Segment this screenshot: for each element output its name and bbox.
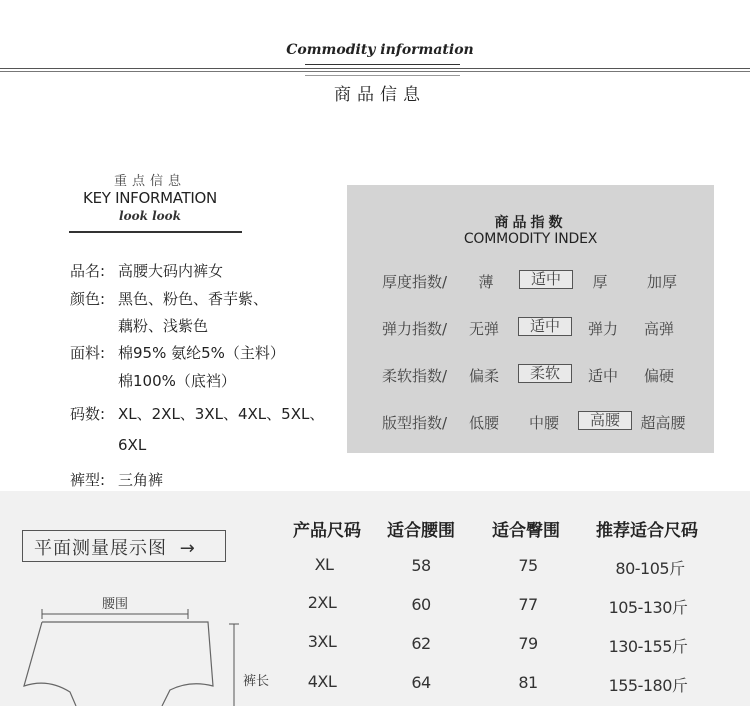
- table-cell: 130-155斤: [608, 637, 688, 656]
- measurement-title-text: 平面测量展示图: [34, 538, 167, 559]
- index-option-selected: 适中: [519, 270, 573, 289]
- info-row-size-cont: [118, 436, 146, 454]
- garment-diagram: [0, 600, 250, 706]
- info-label: 品名:: [70, 262, 106, 280]
- info-value: 6XL: [118, 436, 147, 454]
- index-label-elasticity: 弹力指数/: [382, 320, 448, 338]
- waist-label: 腰围: [102, 597, 129, 612]
- index-option: 偏硬: [643, 367, 674, 385]
- info-label: 码数:: [70, 405, 106, 423]
- info-label: 面料:: [70, 344, 106, 362]
- table-cell: 77: [518, 595, 538, 614]
- info-row-style: [70, 469, 163, 490]
- briefs-outline: [24, 622, 213, 706]
- measurement-title: [34, 534, 196, 560]
- table-cell: 80-105斤: [615, 559, 685, 578]
- arrow-right-icon: →: [179, 538, 196, 559]
- index-label-fit: 版型指数/: [382, 414, 448, 432]
- info-value: 藕粉、浅紫色: [118, 317, 209, 335]
- table-header: 产品尺码: [293, 521, 361, 541]
- info-label: 颜色:: [70, 290, 106, 308]
- index-option: 无弹: [468, 320, 499, 338]
- key-info-subtitle: look look: [119, 209, 181, 223]
- info-label: 裤型:: [70, 471, 106, 489]
- table-cell: 81: [518, 673, 538, 692]
- info-row-color-cont: [118, 315, 208, 336]
- index-option: 厚: [592, 273, 608, 291]
- commodity-index-title-cn: 商品指数: [494, 215, 567, 231]
- info-value: 黑色、粉色、香芋紫、: [118, 290, 269, 308]
- info-row-size: [70, 403, 324, 424]
- index-label-thickness: 厚度指数/: [382, 273, 448, 291]
- table-header: 适合臀围: [492, 521, 560, 541]
- cursive-title: Commodity information: [286, 42, 474, 58]
- header-title-underline: [305, 64, 460, 65]
- index-option: 中腰: [528, 414, 559, 432]
- info-value: 三角裤: [118, 471, 164, 489]
- index-option: 偏柔: [468, 367, 499, 385]
- index-option-selected: 高腰: [578, 411, 632, 430]
- table-cell: 62: [411, 634, 431, 653]
- header-divider-top: [0, 68, 750, 69]
- table-cell: 2XL: [307, 593, 337, 612]
- info-row-name: [70, 260, 223, 281]
- table-cell: 105-130斤: [608, 598, 688, 617]
- index-option: 薄: [478, 273, 494, 291]
- index-option: 高弹: [643, 320, 674, 338]
- info-value: 棉100%（底裆）: [118, 372, 236, 390]
- key-info-divider: [69, 231, 242, 233]
- index-option: 超高腰: [640, 414, 686, 432]
- info-row-color: [70, 288, 268, 309]
- index-label-softness: 柔软指数/: [382, 367, 448, 385]
- table-cell: 4XL: [307, 672, 337, 691]
- header-title-underline-lower: [305, 75, 460, 76]
- table-cell: 3XL: [307, 632, 337, 651]
- info-row-fabric: [70, 342, 285, 363]
- table-cell: 79: [518, 634, 538, 653]
- page-title: 商品信息: [334, 85, 426, 105]
- table-cell: 60: [411, 595, 431, 614]
- info-value: XL、2XL、3XL、4XL、5XL、: [118, 405, 325, 423]
- index-option: 弹力: [587, 320, 618, 338]
- table-cell: 64: [411, 673, 431, 692]
- index-option-selected: 适中: [518, 317, 572, 336]
- table-cell: 75: [518, 556, 538, 575]
- table-cell: 155-180斤: [608, 676, 688, 695]
- index-option: 低腰: [468, 414, 499, 432]
- info-value: 棉95% 氨纶5%（主料）: [118, 344, 285, 362]
- length-label: 裤长: [243, 674, 270, 689]
- table-header: 适合腰围: [387, 521, 455, 541]
- key-info-title-cn: 重点信息: [113, 174, 186, 189]
- table-header: 推荐适合尺码: [596, 521, 698, 541]
- table-cell: 58: [411, 556, 431, 575]
- index-option-selected: 柔软: [518, 364, 572, 383]
- info-value: 高腰大码内裤女: [118, 262, 224, 280]
- index-option: 适中: [587, 367, 618, 385]
- index-option: 加厚: [646, 273, 677, 291]
- header-divider-bottom: [0, 71, 750, 72]
- key-info-title-en: KEY INFORMATION: [83, 189, 217, 207]
- commodity-index-title-en: COMMODITY INDEX: [463, 231, 598, 247]
- table-cell: XL: [314, 555, 334, 574]
- info-row-fabric-cont: [118, 370, 236, 391]
